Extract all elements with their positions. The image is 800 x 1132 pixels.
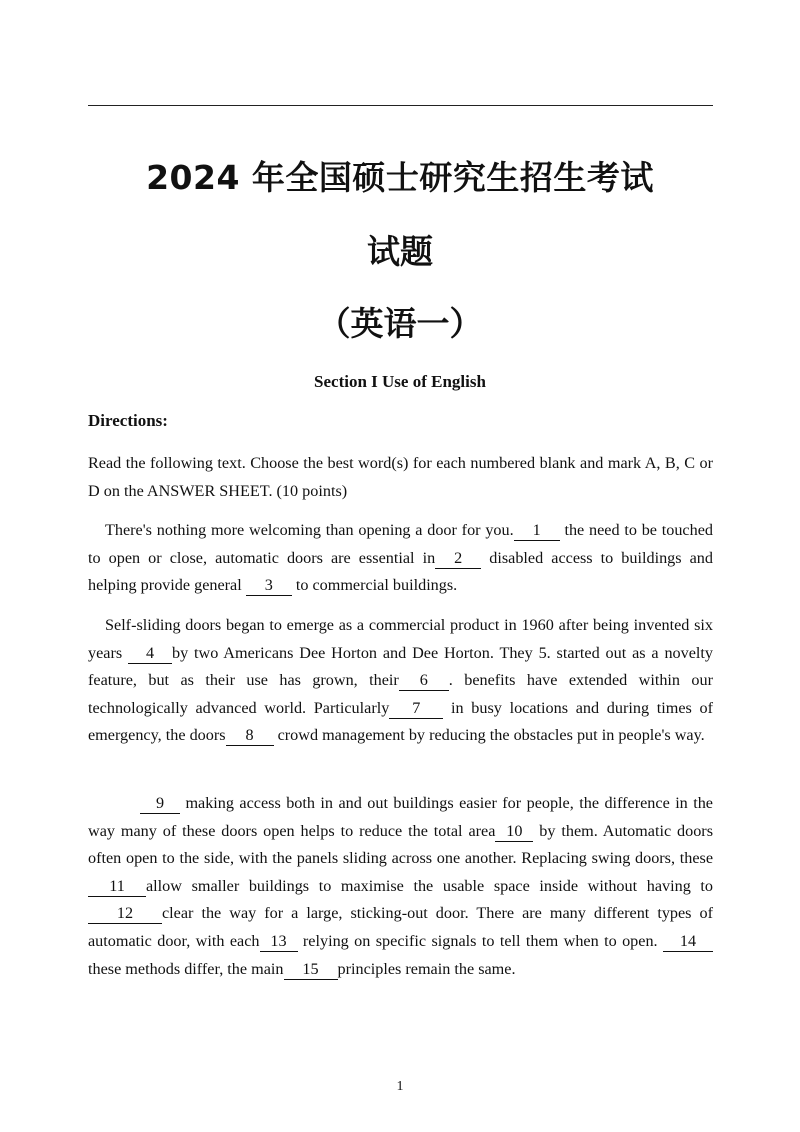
text-run: clear the way for a large, sticking-out door. There are many different types of automatic door, with each (88, 904, 713, 950)
page-number: 1 (396, 1079, 404, 1094)
blank-10: 10 (495, 822, 533, 842)
text-run: in busy locations and during times of emergency, the doors (88, 698, 713, 745)
header-rule (88, 105, 713, 106)
text-run: . benefits have extended within our technologically advanced world. Particularly (88, 671, 713, 717)
blank-6: 6 (399, 671, 449, 691)
passage-paragraph-3 (88, 790, 713, 983)
blank-13: 13 (260, 932, 298, 952)
blank-2: 2 (435, 549, 481, 569)
passage-paragraph-2 (88, 612, 713, 750)
text-run: allow smaller buildings to maximise the usable space inside without having to (146, 876, 713, 895)
text-run: disabled access to buildings and helping provide general (88, 548, 713, 595)
text-run: these methods differ, the main (88, 959, 284, 978)
blank-8: 8 (226, 726, 274, 746)
blank-11: 11 (88, 877, 146, 897)
blank-12: 12 (88, 904, 162, 924)
blank-9: 9 (140, 794, 180, 814)
blank-14: 14 (663, 932, 713, 952)
blank-1: 1 (514, 521, 560, 541)
directions-text: Read the following text. Choose the best word(s) for each numbered blank and mark A, B, C or D on the ANSWER SHEET. (10 points) (88, 454, 713, 500)
blank-15: 15 (284, 960, 338, 980)
text-run: principles remain the same. (337, 959, 516, 978)
text-run: relying on specific signals to tell them when to open. (297, 931, 664, 950)
blank-7: 7 (389, 699, 443, 719)
passage-paragraph-1 (88, 517, 713, 600)
text-run: by them. Automatic doors often open to the side, with the panels sliding across one another. Replacing swing doors, these (88, 821, 713, 868)
text-run: to commercial buildings. (291, 576, 458, 595)
exam-title: 2024 年全国硕士研究生招生考试 (146, 158, 654, 197)
text-run: the need to be touched to open or close, automatic doors are essential in (88, 521, 713, 567)
section-heading: Section I Use of English (314, 372, 486, 391)
blank-3: 3 (246, 576, 292, 596)
text-run: making access both in and out buildings easier for people, the difference in the way many of these doors open helps to reduce the total area (88, 794, 713, 840)
exam-subject: （英语一） (317, 304, 483, 343)
blank-4: 4 (128, 644, 172, 664)
directions-label: Directions: (88, 411, 168, 430)
text-run: There's nothing more welcoming than opening a door for you. (105, 521, 514, 539)
text-run: crowd management by reducing the obstacles put in people's way. (273, 726, 705, 745)
text-run: by two Americans Dee Horton and Dee Horton. They 5. started out as a novelty feature, but as their use has grown, their (88, 643, 714, 690)
exam-subtitle: 试题 (367, 232, 433, 271)
text-run: Self-sliding doors began to emerge as a commercial product in 1960 after being invented six years (88, 616, 713, 662)
